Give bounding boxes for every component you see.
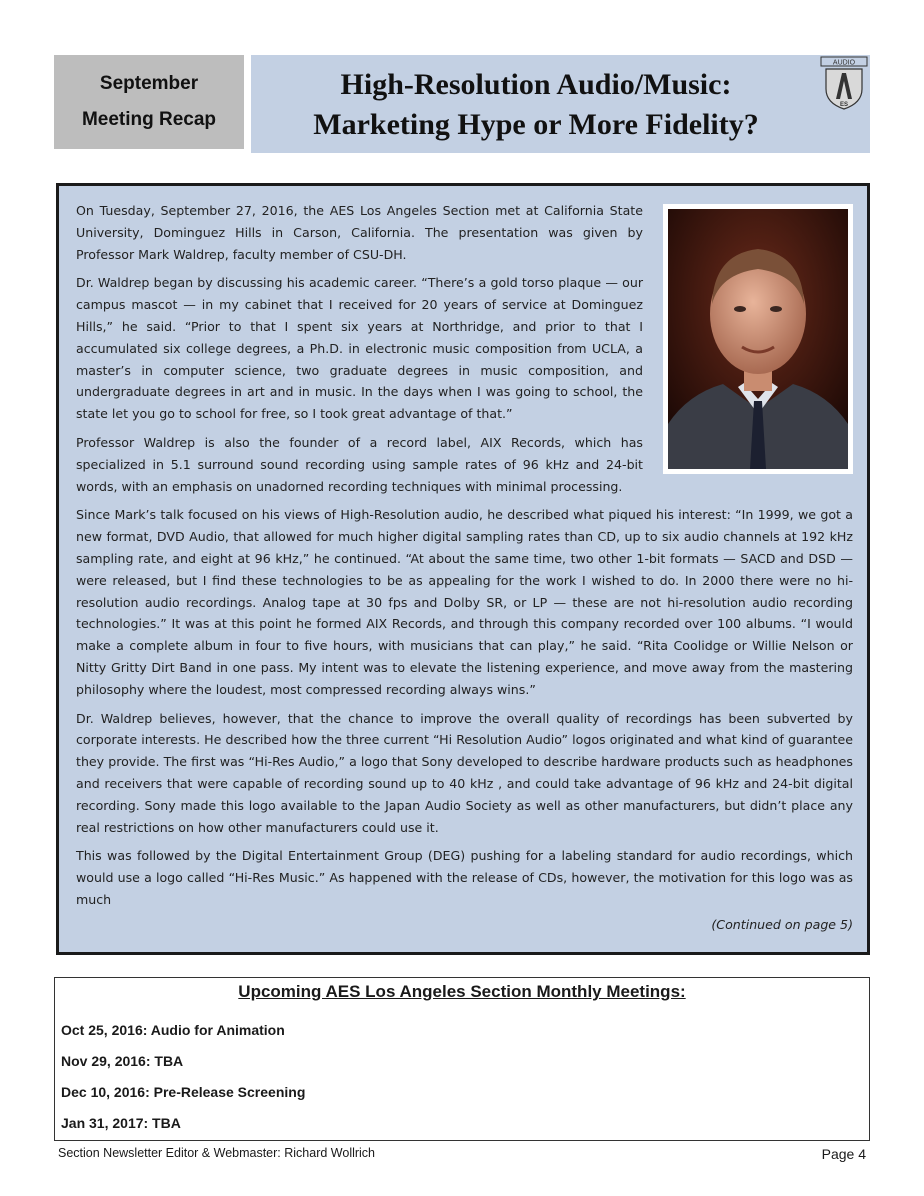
article-paragraph: Dr. Waldrep believes, however, that the chance to improve the overall quality of recordings has been subverted by corporate interests. He described how the three current “Hi Resolution Audio” logos originated and what kind of guarantee they provide. The first was “Hi-Res Audio,” a logo that Sony developed to describe hardware products such as headphones and receivers that were capable of recording sound up to 40 kHz , and could take advantage of 96 kHz and 24-bit digital recording. Sony made this logo available to the Japan Audio Society as well as other manufacturers, but didn’t place any real restrictions on how other manufacturers could use it. bbox=[76, 710, 853, 835]
article-paragraph: Dr. Waldrep began by discussing his academic career. “There’s a gold torso plaque — our campus mascot — in my cabinet that I received for 20 years of service at Dominguez Hills,” he said. “Prior to that I spent six years at Northridge, and prior to that I accumulated six college degrees, a Ph.D. in electronic music composition from UCLA, a master’s in computer science, two graduate degrees in music composition, and undergraduate degrees in art and in music. In the days when I was going to school, the state let you go to school for free, so I took great advantage of that.” bbox=[76, 275, 643, 422]
section-label-line2: Meeting Recap bbox=[81, 109, 217, 130]
meetings-title: Upcoming AES Los Angeles Section Monthly Meetings: bbox=[238, 982, 686, 1001]
article-box bbox=[56, 183, 870, 955]
article-body bbox=[76, 200, 853, 936]
page-title bbox=[251, 65, 821, 145]
title-banner bbox=[251, 55, 870, 153]
meeting-item: Nov 29, 2016: TBA bbox=[61, 1053, 184, 1069]
article-paragraph: Professor Waldrep is also the founder of a record label, AIX Records, which has specialized in 5.1 surround sound recording using sample rates of 96 kHz and 24-bit words, with an emphasis on unadorned recording techniques with minimal processing. bbox=[76, 434, 643, 494]
article-paragraph: This was followed by the Digital Entertainment Group (DEG) pushing for a labeling standard for audio recordings, which would use a logo called “Hi-Res Music.” As happened with the release of CDs, however, the motivation for this logo was as much bbox=[76, 848, 853, 907]
continued-note: (Continued on page 5) bbox=[711, 916, 853, 932]
upcoming-meetings-box bbox=[54, 977, 870, 1141]
speaker-photo bbox=[663, 204, 853, 474]
page-title-line2: Marketing Hype or More Fidelity? bbox=[313, 108, 759, 141]
meeting-item: Jan 31, 2017: TBA bbox=[61, 1115, 181, 1131]
article-paragraph: On Tuesday, September 27, 2016, the AES Los Angeles Section met at California State University, Dominguez Hills in Carson, California. The presentation was given by Professor Mark Waldrep, faculty member of CSU-DH. bbox=[76, 203, 643, 262]
section-label-line1: September bbox=[99, 73, 199, 94]
page-number: Page 4 bbox=[821, 1146, 866, 1162]
meeting-item: Oct 25, 2016: Audio for Animation bbox=[61, 1022, 285, 1038]
article-paragraph: Since Mark’s talk focused on his views of High-Resolution audio, he described what piqued his interest: “In 1999, we got a new format, DVD Audio, that allowed for much higher digital sampling rates than CD, up to six audio channels at 192 kHz sampling rate, and eight at 96 kHz,” he continued. “At about the same time, two other 1-bit formats — SACD and DSD — were released, but I find these technologies to be as appealing for the work I wished to do. In 2000 there were no hi-resolution audio recordings. Analog tape at 30 fps and Dolby SR, or LP — these are not hi-resolution audio recording technologies.” It was at this point he formed AIX Records, and through this company recorded over 100 albums. “I would make a complete album in four to five hours, with musicians that can play,” he said. “Rita Coolidge or Willie Nelson or Nitty Gritty Dirt Band in one pass. My intent was to elevate the listening experience, and move away from the mastering philosophy where the loudest, most compressed recording always wins.” bbox=[76, 507, 853, 697]
section-label bbox=[54, 55, 244, 149]
logo-subtext: ES bbox=[839, 102, 849, 108]
logo-text: AUDIO bbox=[832, 59, 856, 67]
page-title-line1: High-Resolution Audio/Music: bbox=[340, 68, 732, 101]
aes-logo-icon bbox=[818, 55, 870, 111]
footer-editor: Section Newsletter Editor & Webmaster: Richard Wollrich bbox=[58, 1146, 376, 1160]
portrait-photo bbox=[668, 209, 848, 469]
meeting-item: Dec 10, 2016: Pre-Release Screening bbox=[61, 1084, 306, 1100]
